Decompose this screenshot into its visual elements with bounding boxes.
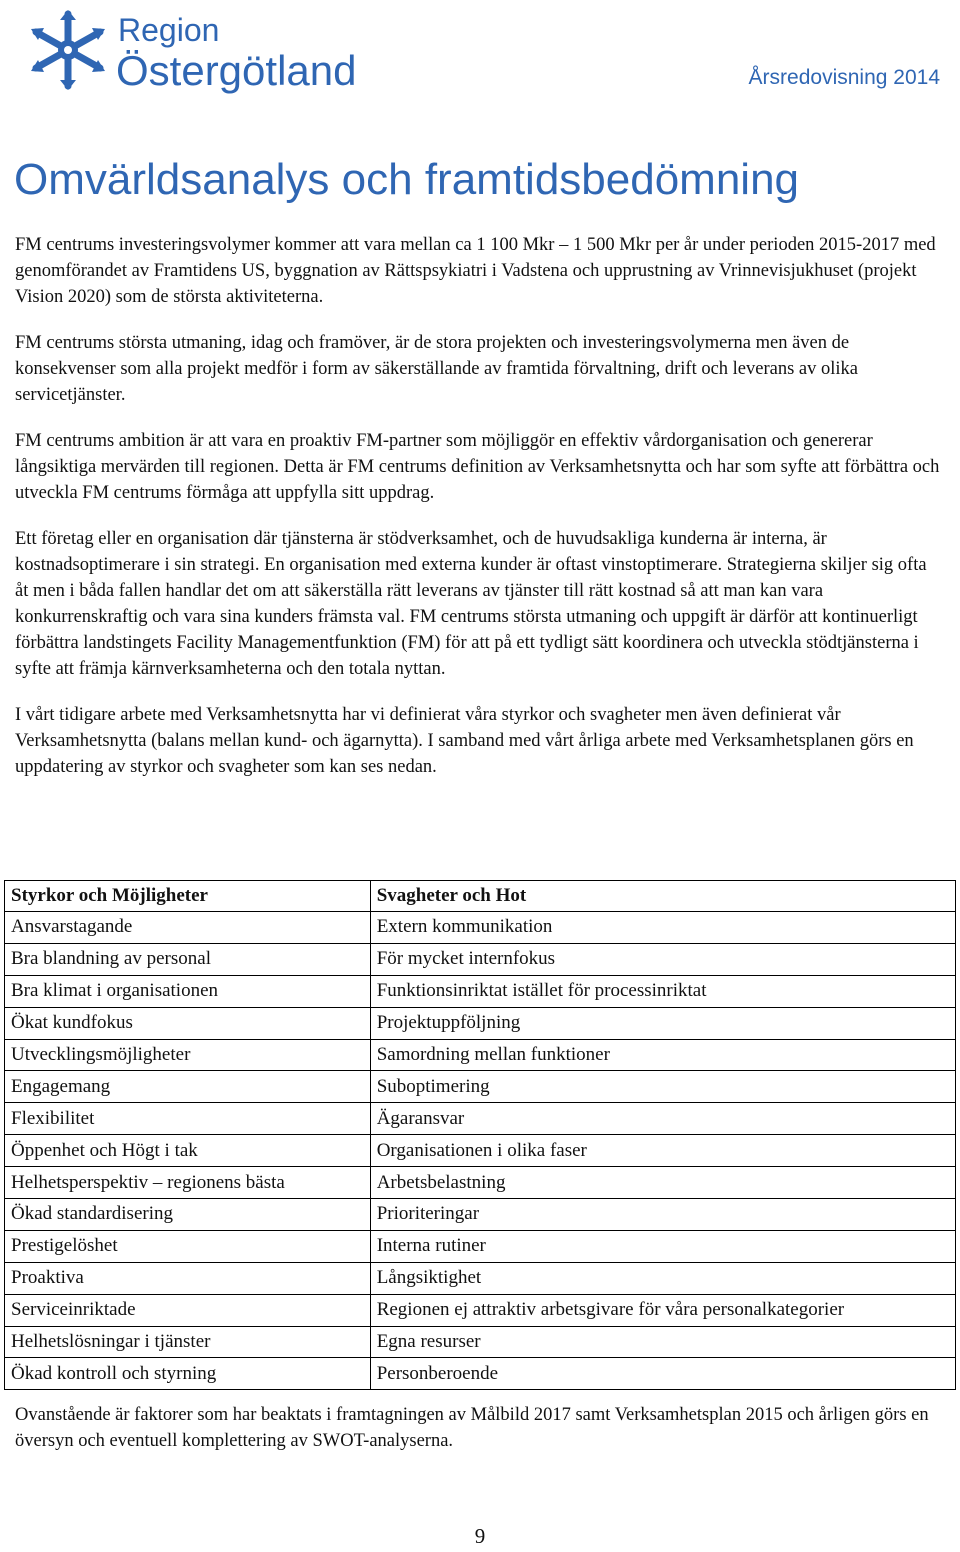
closing-paragraph: Ovanstående är faktorer som har beaktats i framtagningen av Målbild 2017 samt Verksamhetsplan 2015 och årligen görs en översyn och eventuell komplettering av SWOT-analyserna. [15, 1405, 929, 1451]
weakness-cell: Funktionsinriktat istället för processinriktat [370, 975, 955, 1007]
strength-cell: Engagemang [5, 1071, 371, 1103]
table-row [5, 1167, 956, 1199]
strength-cell: Prestigelöshet [5, 1230, 371, 1262]
report-label: Årsredovisning 2014 [748, 66, 940, 89]
weakness-cell: För mycket internfokus [370, 943, 955, 975]
table-row [5, 975, 956, 1007]
weaknesses-header: Svagheter och Hot [370, 881, 955, 912]
paragraph-investment: FM centrums investeringsvolymer kommer att vara mellan ca 1 100 Mkr – 1 500 Mkr per år under perioden 2015-2017 med genomförandet av Framtidens US, byggnation av Rättspsykiatri i Vadstena och upprustning av Vrinnevisjukhuset (projekt Vision 2020) som de största aktiviteterna. [15, 235, 936, 307]
weakness-cell: Prioriteringar [370, 1199, 955, 1231]
page-title: Omvärldsanalys och framtidsbedömning [14, 155, 800, 204]
paragraph-ambition: FM centrums ambition är att vara en proaktiv FM-partner som möjliggör en effektiv vårdorganisation och genererar långsiktiga mervärden till regionen. Detta är FM centrums definition av Verksamhetsnytta och har som syfte att förbättra och utveckla FM centrums förmåga att uppfylla sitt uppdrag. [15, 431, 940, 503]
swot-table [4, 880, 956, 1390]
paragraph-previous-work: I vårt tidigare arbete med Verksamhetsnytta har vi definierat våra styrkor och svagheter men även definierat vår Verksamhetsnytta (balans mellan kund- och ägarnytta). I samband med vårt årliga arbete med Verksamhetsplanen görs en uppdatering av styrkor och svagheter som kan ses nedan. [15, 705, 914, 777]
table-row [5, 1135, 956, 1167]
strength-cell: Serviceinriktade [5, 1294, 371, 1326]
table-row [5, 1199, 956, 1231]
strength-cell: Helhetsperspektiv – regionens bästa [5, 1167, 371, 1199]
table-row [5, 1039, 956, 1071]
snowflake-logo-icon [26, 8, 110, 92]
strength-cell: Ökad kontroll och styrning [5, 1358, 371, 1390]
page-header [0, 0, 960, 110]
strength-cell: Ökad standardisering [5, 1199, 371, 1231]
weakness-cell: Samordning mellan funktioner [370, 1039, 955, 1071]
strength-cell: Bra klimat i organisationen [5, 975, 371, 1007]
weakness-cell: Regionen ej attraktiv arbetsgivare för våra personalkategorier [370, 1294, 955, 1326]
weakness-cell: Interna rutiner [370, 1230, 955, 1262]
table-row [5, 1071, 956, 1103]
weakness-cell: Långsiktighet [370, 1262, 955, 1294]
paragraph-challenge: FM centrums största utmaning, idag och framöver, är de stora projekten och investeringsvolymerna men även de konsekvenser som alla projekt medför i form av säkerställande av framtida förvaltning, drift och leverans av olika servicetjänster. [15, 333, 859, 405]
strength-cell: Flexibilitet [5, 1103, 371, 1135]
weakness-cell: Ägaransvar [370, 1103, 955, 1135]
weakness-cell: Organisationen i olika faser [370, 1135, 955, 1167]
table-row [5, 1358, 956, 1390]
logo-name-text: Östergötland [116, 47, 357, 94]
body-text [15, 232, 940, 800]
strengths-header: Styrkor och Möjligheter [5, 881, 371, 912]
table-row [5, 1262, 956, 1294]
weakness-cell: Suboptimering [370, 1071, 955, 1103]
region-logo [26, 6, 366, 96]
weakness-cell: Personberoende [370, 1358, 955, 1390]
weakness-cell: Projektuppföljning [370, 1007, 955, 1039]
table-row [5, 912, 956, 944]
strength-cell: Helhetslösningar i tjänster [5, 1326, 371, 1358]
page-number: 9 [474, 1524, 486, 1548]
swot-header-row [5, 881, 956, 912]
strength-cell: Proaktiva [5, 1262, 371, 1294]
paragraph-strategy: Ett företag eller en organisation där tjänsterna är stödverksamhet, och de huvudsakliga kunderna är interna, är kostnadsoptimerare i sin strategi. En organisation med externa kunder är oftast vinstoptimerare. Strategierna skiljer sig ofta åt men i båda fallen handlar det om att säkerställa rätt leverans av tjänster till rätt kostnad så att man kan vara konkurrenskraftig och vara sina kunders främsta val. FM centrums största utmaning och uppgift är därför att kontinuerligt förbättra landstingets Facility Managementfunktion (FM) för att på ett tydligt sätt koordinera och utveckla stödtjänsterna i syfte att främja kärnverksamheterna och den totala nyttan. [15, 529, 927, 679]
table-row [5, 1103, 956, 1135]
strength-cell: Öppenhet och Högt i tak [5, 1135, 371, 1167]
weakness-cell: Egna resurser [370, 1326, 955, 1358]
weakness-cell: Arbetsbelastning [370, 1167, 955, 1199]
strength-cell: Ansvarstagande [5, 912, 371, 944]
strength-cell: Bra blandning av personal [5, 943, 371, 975]
table-row [5, 1326, 956, 1358]
strength-cell: Ökat kundfokus [5, 1007, 371, 1039]
weakness-cell: Extern kommunikation [370, 912, 955, 944]
table-row [5, 1007, 956, 1039]
logo-region-text: Region [118, 12, 220, 48]
table-row [5, 1294, 956, 1326]
strength-cell: Utvecklingsmöjligheter [5, 1039, 371, 1071]
table-row [5, 943, 956, 975]
table-row [5, 1230, 956, 1262]
